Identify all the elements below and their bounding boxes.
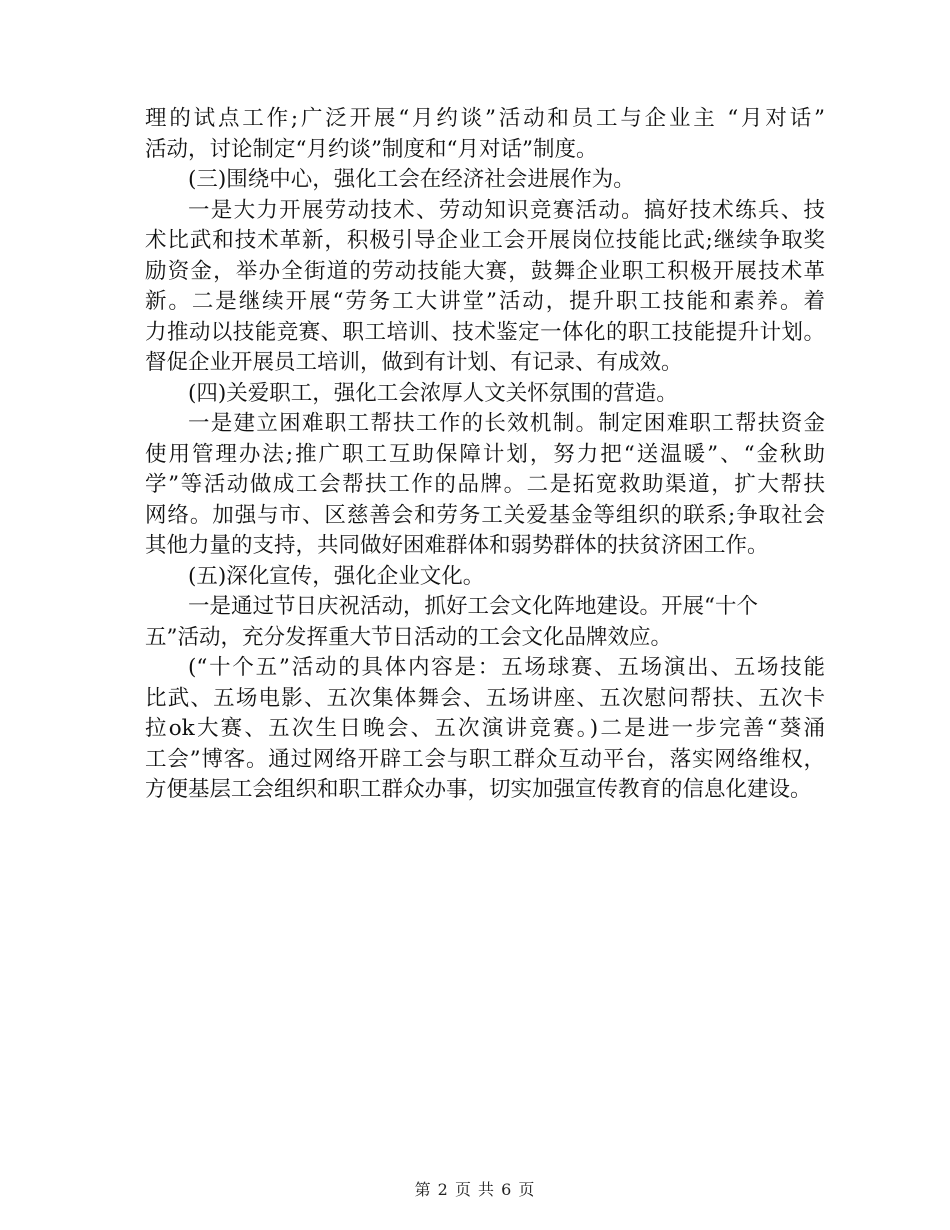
text-line: 理的试点工作;广泛开展“月约谈”活动和员工与企业主 “月对话”: [145, 106, 825, 131]
page-footer: 第 2 页 共 6 页: [414, 1180, 536, 1199]
text-line: 励资金，举办全街道的劳动技能大赛，鼓舞企业职工积极开展技术革: [145, 258, 825, 284]
text-line: 方便基层工会组织和职工群众办事，切实加强宣传教育的信息化建设。: [145, 777, 812, 802]
section-heading: (三)围绕中心，强化工会在经济社会进展作为。: [188, 167, 635, 192]
text-line: 五”活动，充分发挥重大节日活动的工会文化品牌效应。: [145, 624, 672, 650]
section-heading: (五)深化宣传，强化企业文化。: [188, 563, 485, 589]
text-line: (“十个五”活动的具体内容是：五场球赛、五场演出、五场技能: [188, 655, 825, 680]
text-line: 术比武和技术革新，积极引导企业工会开展岗位技能比武;继续争取奖: [145, 228, 825, 253]
text-line: 工会”博客。通过网络开辟工会与职工群众互动平台，落实网络维权，: [145, 746, 825, 772]
text-line: 一是通过节日庆祝活动，抓好工会文化阵地建设。开展“十个: [188, 594, 758, 619]
text-line: 学”等活动做成工会帮扶工作的品牌。二是拓宽救助渠道，扩大帮扶: [145, 472, 825, 497]
text-line: 网络。加强与市、区慈善会和劳务工关爱基金等组织的联系;争取社会: [145, 502, 825, 528]
text-line: 比武、五场电影、五次集体舞会、五场讲座、五次慰问帮扶、五次卡: [145, 685, 825, 711]
text-line: 一是建立困难职工帮扶工作的长效机制。制定困难职工帮扶资金: [188, 411, 825, 436]
text-line: 督促企业开展员工培训，做到有计划、有记录、有成效。: [145, 350, 683, 375]
text-line: 拉ok大赛、五次生日晚会、五次演讲竞赛。)二是进一步完善“葵涌: [145, 716, 825, 741]
document-body: [145, 104, 825, 806]
text-line: 新。二是继续开展“劳务工大讲堂”活动，提升职工技能和素养。着: [145, 289, 825, 314]
text-line: 活动，讨论制定“月约谈”制度和“月对话”制度。: [145, 136, 598, 162]
text-line: 一是大力开展劳动技术、劳动知识竞赛活动。搞好技术练兵、技: [188, 197, 825, 223]
section-heading: (四)关爱职工，强化工会浓厚人文关怀氛围的营造。: [188, 380, 678, 406]
text-line: 力推动以技能竞赛、职工培训、技术鉴定一体化的职工技能提升计划。: [145, 319, 825, 345]
text-line: 其他力量的支持，共同做好困难群体和弱势群体的扶贫济困工作。: [145, 533, 769, 558]
text-line: 使用管理办法;推广职工互助保障计划，努力把“送温暖”、“金秋助: [145, 441, 825, 467]
